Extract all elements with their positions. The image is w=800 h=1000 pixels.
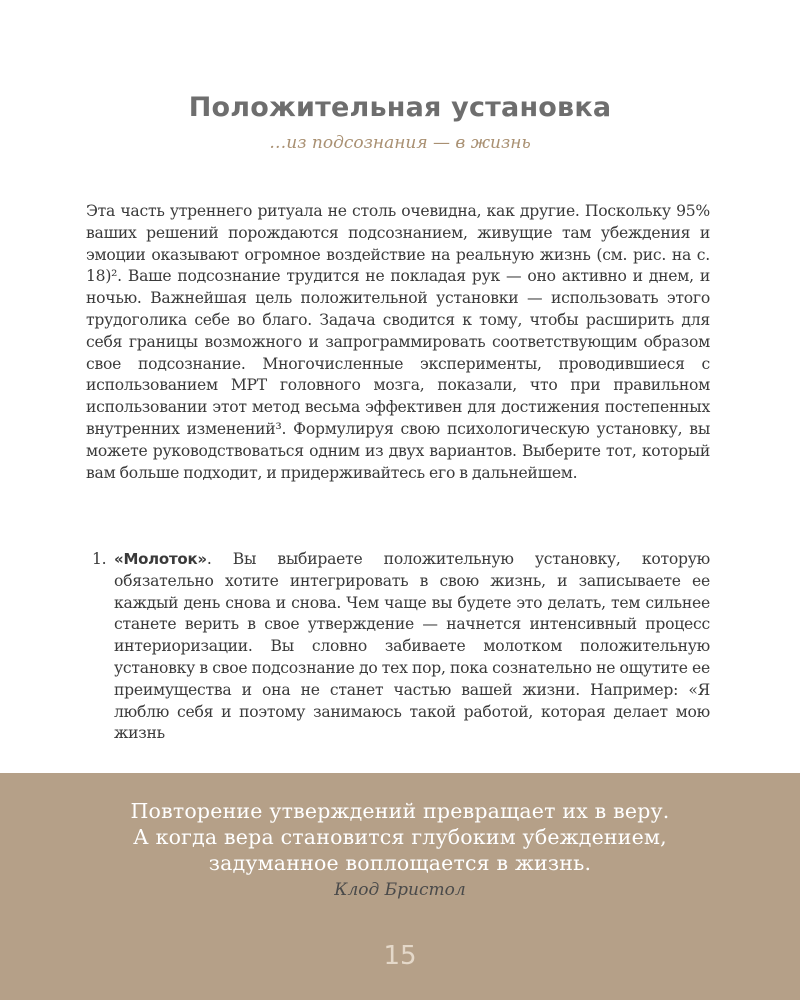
list-item-number: 1. (92, 550, 107, 568)
quote-line: А когда вера становится глубоким убеждением, (133, 825, 667, 849)
body-paragraph: Эта часть утреннего ритуала не столь очевидна, как другие. Поскольку 95% ваших решений порождаются подсознанием, живущие там убеждения и эмоции оказывают огромное воздействие на реальную жизнь (см. рис. на с. 18)². Ваше подсознание трудится не покладая рук — оно активно и днем, и ночью. Важнейшая цель положительной установки — использовать этого трудоголика себе во благо. Задача сводится к тому, чтобы расширить для себя границы возможного и запрограммировать соответствующим образом свое подсознание. Многочисленные эксперименты, проводившиеся с использованием МРТ головного мозга, показали, что при правильном использовании этот метод весьма эффективен для достижения постепенных внутренних изменений³. Формулируя свою психологическую установку, вы можете руководствоваться одним из двух вариантов. Выберите тот, который вам больше подходит, и придерживайтесь его в дальнейшем. (86, 202, 710, 482)
quote-line: Повторение утверждений превращает их в веру. (130, 799, 670, 823)
numbered-list (86, 549, 710, 745)
page-subtitle: …из подсознания — в жизнь (269, 133, 531, 153)
list-item (86, 549, 710, 745)
quote-author: Клод Бристол (334, 880, 466, 900)
quote-text (0, 798, 800, 876)
page-number: 15 (383, 941, 417, 971)
list-item-text: . Вы выбираете положительную установку, которую обязательно хотите интегрировать в свою жизнь, и записываете ее каждый день снова и снова. Чем чаще вы будете это делать, тем сильнее станете верить в свое утверждение — начнется интенсивный процесс интериоризации. Вы словно забиваете молотком положительную установку в свое подсознание до тех пор, пока сознательно не ощутите ее преимущества и она не станет частью вашей жизни. Например: «Я люблю себя и поэтому занимаюсь такой работой, которая делает мою жизнь (114, 550, 710, 743)
page-title: Положительная установка (188, 92, 612, 123)
list-item-term: «Молоток» (114, 550, 207, 568)
quote-line: задуманное воплощается в жизнь. (208, 851, 592, 875)
